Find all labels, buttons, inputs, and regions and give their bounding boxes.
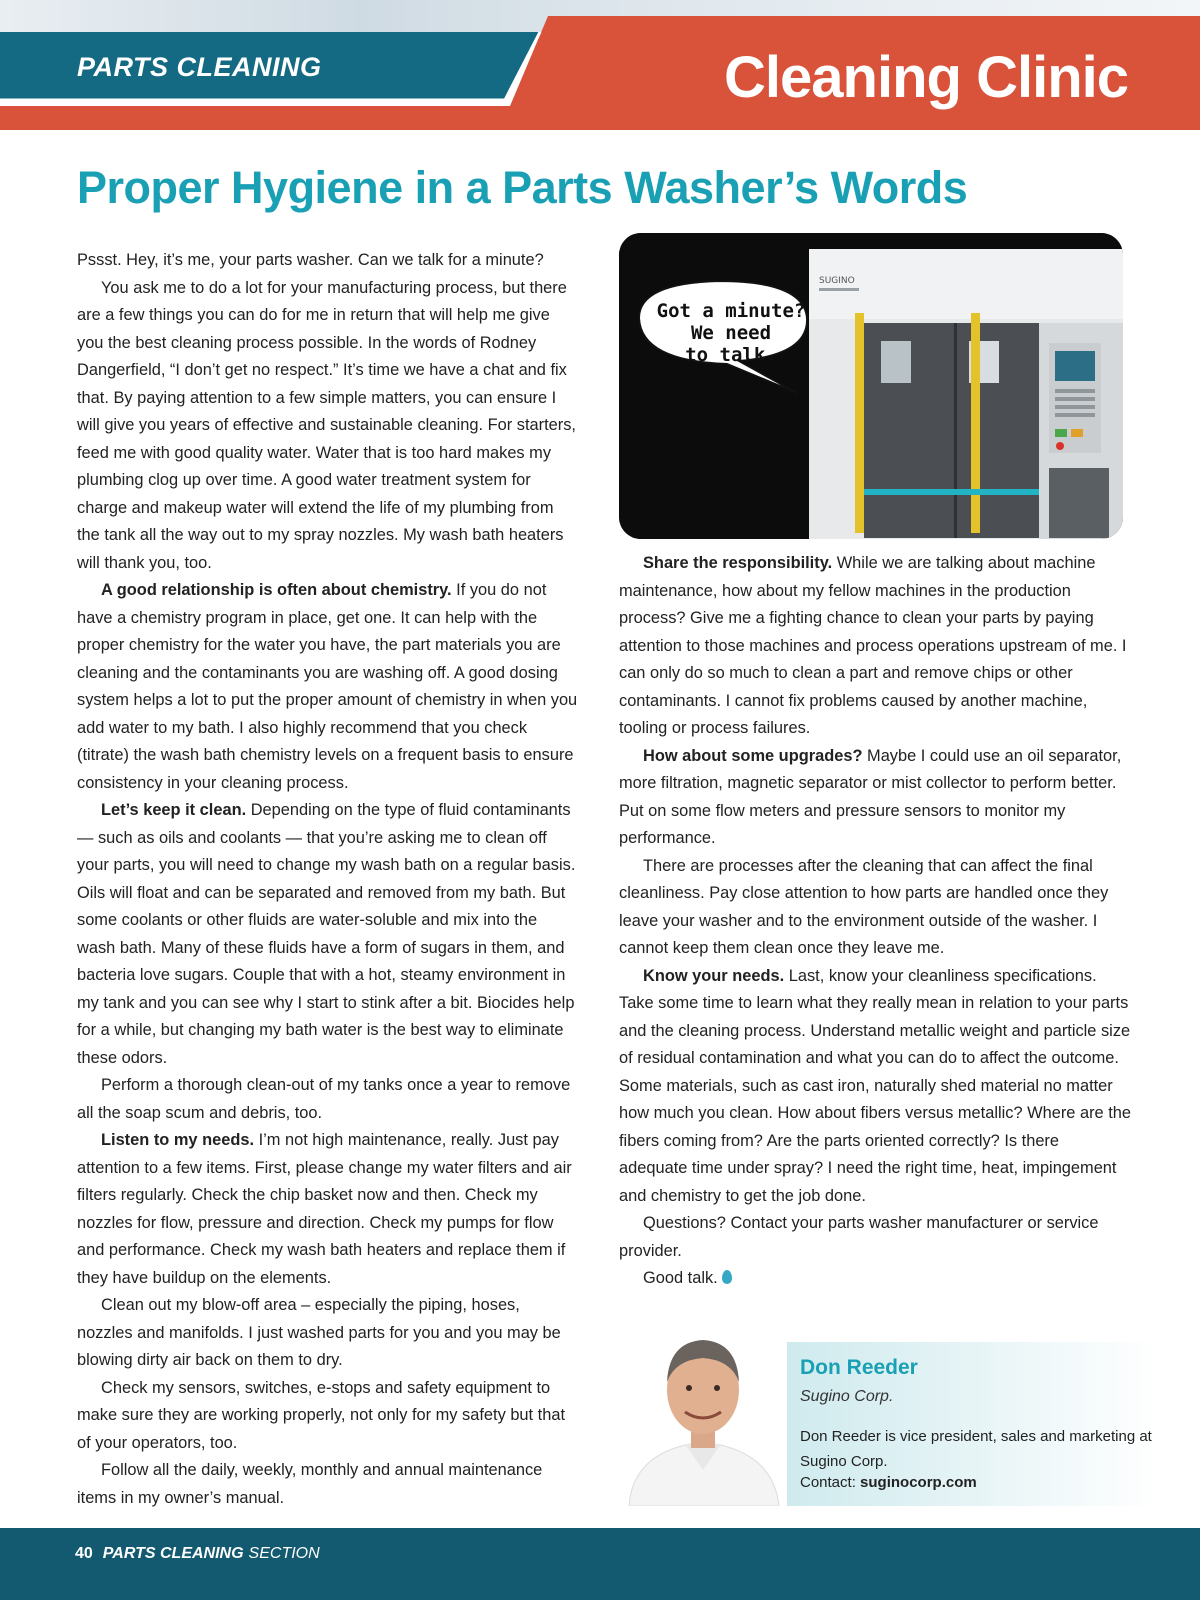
article-headline: Proper Hygiene in a Parts Washer’s Words — [77, 162, 968, 213]
contact-link[interactable]: suginocorp.com — [860, 1474, 977, 1491]
paragraph-text: Last, know your cleanliness specifications. Take some time to learn what they really mean in relation to your parts and the cleaning process. Understand metallic weight and particle size of residual contamination and what you can do to affect the outcome. Some materials, such as cast iron, naturally shed material no matter how much you clean. How about fibers versus metallic? Where are the fibers coming from? Are the parts oriented correctly? Is there adequate time under spray? I need the right time, heat, impingement and chemistry to get the job done. — [619, 966, 1131, 1205]
author-box — [619, 1320, 1159, 1506]
paragraph — [77, 1127, 579, 1292]
paragraph-lead: Share the responsibility. — [643, 554, 833, 572]
paragraph-text: Check my sensors, switches, e-stops and safety equipment to make sure they are working properly, not only for my safety but that of your operators, too. — [77, 1378, 565, 1452]
paragraph-text: While we are talking about machine maintenance, how about my fellow machines in the production process? Give me a fighting chance to clean your parts by paying attention to those machines and process operations upstream of me. I can only do so much to clean a part and remove chips or other contaminants. I cannot fix problems caused by another machine, tooling or process failures. — [619, 554, 1127, 737]
section-label: PARTS CLEANING — [77, 52, 322, 82]
speech-bubble-text — [656, 300, 806, 366]
paragraph — [619, 1210, 1131, 1265]
paragraph-text: Good talk. — [643, 1269, 718, 1287]
parts-washer-image — [619, 233, 1123, 539]
paragraph — [77, 1072, 579, 1127]
paragraph-lead: Let’s keep it clean. — [101, 801, 247, 819]
parts-washer-machine-illustration — [619, 233, 1123, 539]
paragraph-text: Pssst. Hey, it’s me, your parts washer. Can we talk for a minute? — [77, 251, 544, 269]
paragraph-text: Questions? Contact your parts washer manufacturer or service provider. — [619, 1214, 1099, 1260]
paragraph-text: Follow all the daily, weekly, monthly and annual maintenance items in my owner’s manual. — [77, 1461, 543, 1507]
paragraph-lead: Know your needs. — [643, 966, 785, 985]
water-drop-icon — [722, 1270, 732, 1284]
page-number: 40 — [75, 1545, 93, 1562]
paragraph-lead: How about some upgrades? — [643, 746, 863, 765]
paragraph-lead: Listen to my needs. — [101, 1131, 255, 1149]
speech-bubble-line: We need — [690, 322, 772, 344]
paragraph — [619, 743, 1131, 853]
paragraph-text: You ask me to do a lot for your manufacturing process, but there are a few things you can do for me in return that will help me give you the best cleaning process possible. In the words of Rodney Dangerfield, “I don’t get no respect.” It’s time we have a chat and fix that. By paying attention to a few simple matters, you can ensure I will give you years of effective and sustainable cleaning. For starters, feed me with good quality water. Water that is too hard makes my plumbing clog up over time. A good water treatment system for charge and makeup water will extend the life of my plumbing from the tank all the way out to my spray nozzles. My wash bath heaters will thank you, too. — [77, 278, 576, 572]
paragraph — [77, 1292, 579, 1375]
paragraph-text: Clean out my blow-off area – especially the piping, hoses, nozzles and manifolds. I just washed parts for you and you may be blowing dirty air back on them to dry. — [77, 1296, 561, 1369]
author-bio: Don Reeder is vice president, sales and marketing at Sugino Corp. — [800, 1428, 1152, 1470]
light-curtain-left — [855, 313, 864, 533]
paragraph-text: If you do not have a chemistry program in place, get one. It can help with the proper chemistry for the water you have, the part materials you are cleaning and the contaminants you are washing off. A good dosing system helps a lot to put the proper amount of chemistry in when you add water to my bath. I also highly recommend that you check (titrate) the wash bath chemistry levels on a frequent basis to ensure consistency in your cleaning process. — [77, 581, 578, 792]
author-name: Don Reeder — [800, 1356, 918, 1379]
paragraph — [619, 963, 1131, 1211]
machine-top-panel — [809, 249, 1123, 319]
right-column — [619, 550, 1131, 1293]
author-photo — [619, 1320, 787, 1506]
paragraph — [619, 853, 1131, 963]
paragraph — [619, 550, 1131, 743]
paragraph — [77, 577, 579, 797]
paragraph — [77, 1457, 579, 1512]
paragraph — [77, 1375, 579, 1458]
paragraph-text: Perform a thorough clean-out of my tanks once a year to remove all the soap scum and debris, too. — [77, 1076, 571, 1122]
paragraph — [77, 275, 579, 578]
paragraph — [77, 797, 579, 1072]
author-company: Sugino Corp. — [800, 1388, 894, 1405]
left-column — [77, 247, 579, 1512]
speech-bubble-line: Got a minute? — [656, 300, 806, 322]
footer-text — [75, 1545, 320, 1563]
machine-brand-label: SUGINO — [819, 276, 855, 286]
footer-section-bold: PARTS CLEANING — [102, 1545, 244, 1562]
contact-label: Contact: — [800, 1474, 861, 1491]
paragraph-lead: A good relationship is often about chemistry. — [101, 581, 452, 599]
author-contact — [800, 1474, 977, 1491]
paragraph-text: Depending on the type of fluid contaminants — such as oils and coolants — that you’re asking me to clean off your parts, you will need to change my wash bath on a regular basis. Oils will float and can be separated and removed from my bath. But some coolants or other fluids are water-soluble and mix into the wash bath. Many of these fluids have a form of sugars in them, and bacteria love sugars. Couple that with a hot, steamy environment in my tank and you can see why I start to stink after a bit. Biocides help for a while, but changing my bath water is the best way to eliminate these odors. — [77, 801, 576, 1067]
paragraph-text: I’m not high maintenance, really. Just pay attention to a few items. First, please change my water filters and air filters regularly. Check the chip basket now and then. Check my nozzles for flow, pressure and direction. Check my pumps for flow and performance. Check my wash bath heaters and replace them if they have buildup on the elements. — [77, 1131, 572, 1287]
control-screen — [1055, 351, 1095, 381]
footer-section-rest: SECTION — [248, 1545, 320, 1562]
paragraph — [619, 1265, 1131, 1293]
paragraph — [77, 247, 579, 275]
light-curtain-right — [971, 313, 980, 533]
column-title: Cleaning Clinic — [724, 45, 1128, 110]
speech-bubble-line: to talk. — [685, 344, 777, 366]
paragraph-text: Maybe I could use an oil separator, more filtration, magnetic separator or mist collector to perform better. Put on some flow meters and pressure sensors to monitor my performance. — [619, 746, 1122, 847]
footer-bar — [0, 1528, 1200, 1600]
paragraph-text: There are processes after the cleaning that can affect the final cleanliness. Pay close attention to how parts are handled once they leave your washer and to the environment outside of the washer. I cannot keep them clean once they leave me. — [619, 856, 1109, 957]
